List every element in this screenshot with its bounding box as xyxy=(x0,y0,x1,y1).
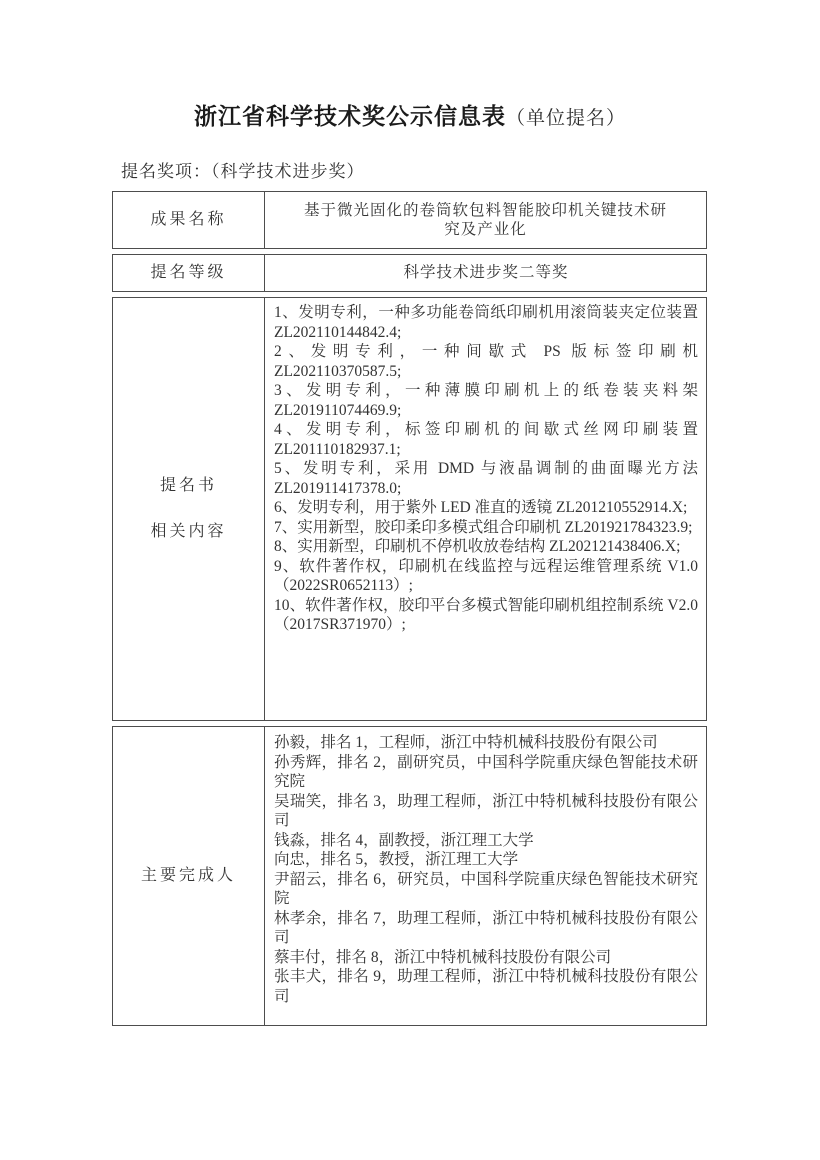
contributor-item: 钱淼，排名 4，副教授，浙江理工大学 xyxy=(274,831,534,849)
label-text: 提名等级 xyxy=(150,263,227,281)
contributor-item: 尹韶云，排名 6，研究员，中国科学院重庆绿色智能技术研究院 xyxy=(274,870,698,907)
result-name-value: 基于微光固化的卷筒软包料智能胶印机关键技术研究及产业化 xyxy=(303,201,667,238)
contributor-item: 蔡丰付，排名 8，浙江中特机械科技股份有限公司 xyxy=(274,948,612,966)
contributor-item: 吴瑞笑，排名 3，助理工程师，浙江中特机械科技股份有限公司 xyxy=(274,792,698,829)
table-row-result-name xyxy=(112,191,707,249)
patent-item: 6、发明专利，用于紫外 LED 准直的透镜 ZL201210552914.X; xyxy=(274,499,688,516)
award-category-line: 提名奖项：（科学技术进步奖） xyxy=(121,162,365,181)
info-table xyxy=(112,191,707,1026)
patent-item: 5、发明专利，采用 DMD 与液晶调制的曲面曝光方法 ZL201911417378.0; xyxy=(274,460,698,497)
label-text-line1: 提名书 xyxy=(159,476,217,494)
table-row-main-contributors xyxy=(112,726,707,1026)
nomination-book-content xyxy=(265,298,706,720)
label-text-line2: 相关内容 xyxy=(150,523,227,540)
page-title-main: 浙江省科学技术奖公示信息表 xyxy=(193,104,506,129)
contributor-item: 向忠，排名 5，教授，浙江理工大学 xyxy=(274,851,519,868)
contributor-item: 林孝余，排名 7，助理工程师，浙江中特机械科技股份有限公司 xyxy=(274,909,698,946)
table-row-nomination-book xyxy=(112,297,707,721)
result-name-label xyxy=(113,192,265,248)
table-row-nomination-grade xyxy=(112,254,707,292)
patent-item: 7、实用新型，胶印柔印多模式组合印刷机 ZL201921784323.9; xyxy=(274,518,693,536)
patent-item: 3、发明专利，一种薄膜印刷机上的纸卷装夹料架 ZL201911074469.9; xyxy=(274,382,698,419)
contributor-item: 孙秀辉，排名 2，副研究员，中国科学院重庆绿色智能技术研究院 xyxy=(274,753,698,790)
nomination-grade-value: 科学技术进步奖二等奖 xyxy=(403,264,569,282)
main-contributors-content xyxy=(265,727,706,1025)
patent-item: 9、软件著作权，印刷机在线监控与远程运维管理系统 V1.0（2022SR0652113）; xyxy=(274,557,698,594)
patent-item: 10、软件著作权，胶印平台多模式智能印刷机组控制系统 V2.0（2017SR371970）; xyxy=(274,596,698,633)
patent-item: 2、发明专利，一种间歇式 PS 版标签印刷机 ZL202110370587.5; xyxy=(274,343,698,380)
page-title-suffix: （单位提名） xyxy=(505,108,626,129)
patent-item: 4、发明专利，标签印刷机的间歇式丝网印刷装置 ZL201110182937.1; xyxy=(274,421,698,458)
label-text: 主要完成人 xyxy=(140,866,236,884)
contributor-item: 张丰犬，排名 9，助理工程师，浙江中特机械科技股份有限公司 xyxy=(274,968,698,1005)
page-title xyxy=(0,98,820,131)
main-contributors-label xyxy=(113,727,265,1025)
label-text: 成果名称 xyxy=(150,210,227,228)
patent-item: 1、发明专利，一种多功能卷筒纸印刷机用滚筒装夹定位装置 ZL202110144842.4; xyxy=(274,304,698,341)
patent-item: 8、实用新型，印刷机不停机收放卷结构 ZL202121438406.X; xyxy=(274,538,681,555)
contributor-item: 孙毅，排名 1，工程师，浙江中特机械科技股份有限公司 xyxy=(274,734,658,751)
nomination-grade-label xyxy=(113,255,265,291)
nomination-book-label xyxy=(113,298,265,720)
